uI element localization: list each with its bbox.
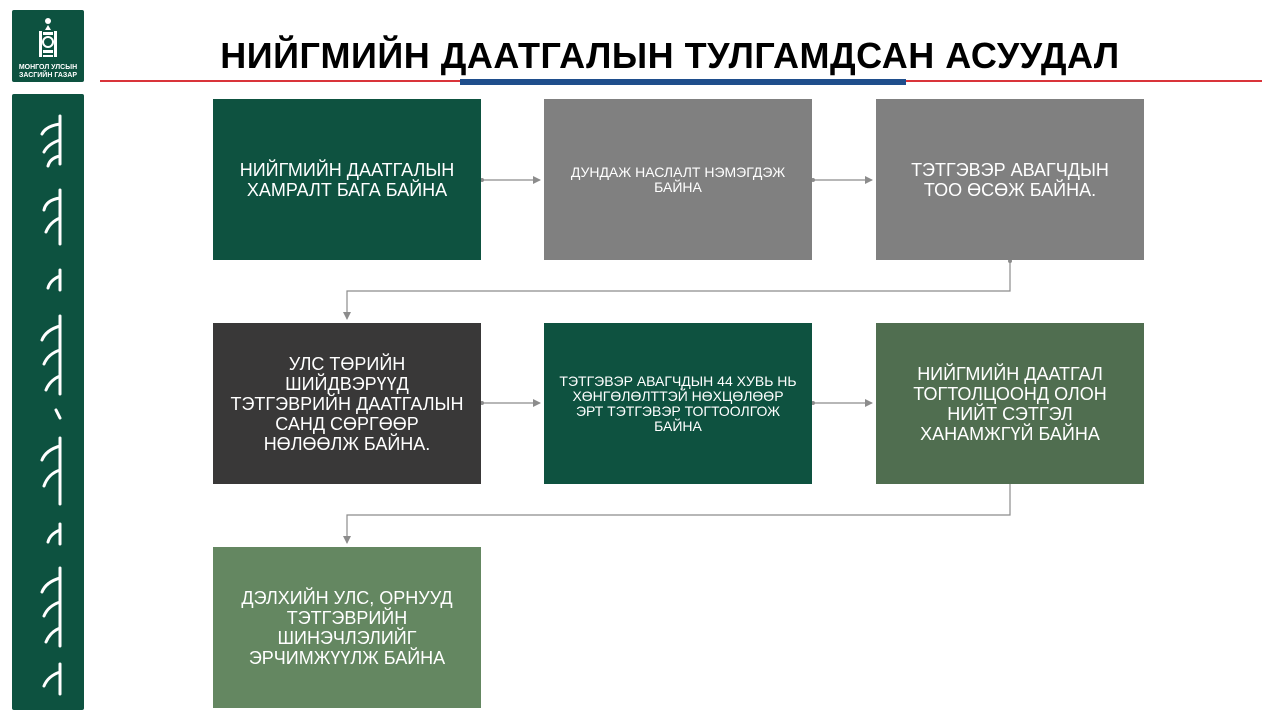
box-1-text: НИЙГМИЙН ДААТГАЛЫН ХАМРАЛТ БАГА БАЙНА bbox=[239, 159, 455, 200]
box-public-dissatisfaction bbox=[876, 323, 1144, 484]
page-title: НИЙГМИЙН ДААТГАЛЫН ТУЛГАМДСАН АСУУДАЛ bbox=[220, 35, 1120, 76]
box-2-text: ДУНДАЖ НАСЛАЛТ НЭМЭГДЭЖ БАЙНА bbox=[570, 163, 786, 195]
box-early-retirement bbox=[544, 323, 812, 484]
arrow-6-7 bbox=[347, 484, 1010, 543]
box-political-decisions bbox=[213, 323, 481, 484]
arrow-3-4 bbox=[347, 260, 1010, 319]
box-5-text: ТЭТГЭВЭР АВАГЧДЫН 44 ХУВЬ НЬ ХӨНГӨЛӨЛТТЭЙ НӨХЦӨЛӨӨР ЭРТ ТЭТГЭВЭР ТОГТООЛГОЖ БАЙНА bbox=[559, 372, 797, 434]
box-life-expectancy bbox=[544, 99, 812, 260]
box-low-coverage bbox=[213, 99, 481, 260]
box-3-text: ТЭТГЭВЭР АВАГЧДЫН ТОО ӨСӨЖ БАЙНА. bbox=[911, 159, 1109, 200]
box-7-text: ДЭЛХИЙН УЛС, ОРНУУД ТЭТГЭВРИЙН ШИНЭЧЛЭЛИЙГ ЭРЧИМЖҮҮЛЖ БАЙНА bbox=[241, 587, 453, 668]
box-4-text: УЛС ТӨРИЙН ШИЙДВЭРҮҮД ТЭТГЭВРИЙН ДААТГАЛЫН САНД СӨРГӨӨР НӨЛӨӨЛЖ БАЙНА. bbox=[230, 353, 464, 454]
logo-line-2: ЗАСГИЙН ГАЗАР bbox=[18, 72, 78, 79]
box-6-text: НИЙГМИЙН ДААТГАЛ ТОГТОЛЦООНД ОЛОН НИЙТ СЭТГЭЛ ХАНАМЖГҮЙ БАЙНА bbox=[913, 363, 1107, 444]
box-global-reform bbox=[213, 547, 481, 708]
box-pensioners-growth bbox=[876, 99, 1144, 260]
logo-line-1: МОНГОЛ УЛСЫН bbox=[18, 64, 78, 71]
